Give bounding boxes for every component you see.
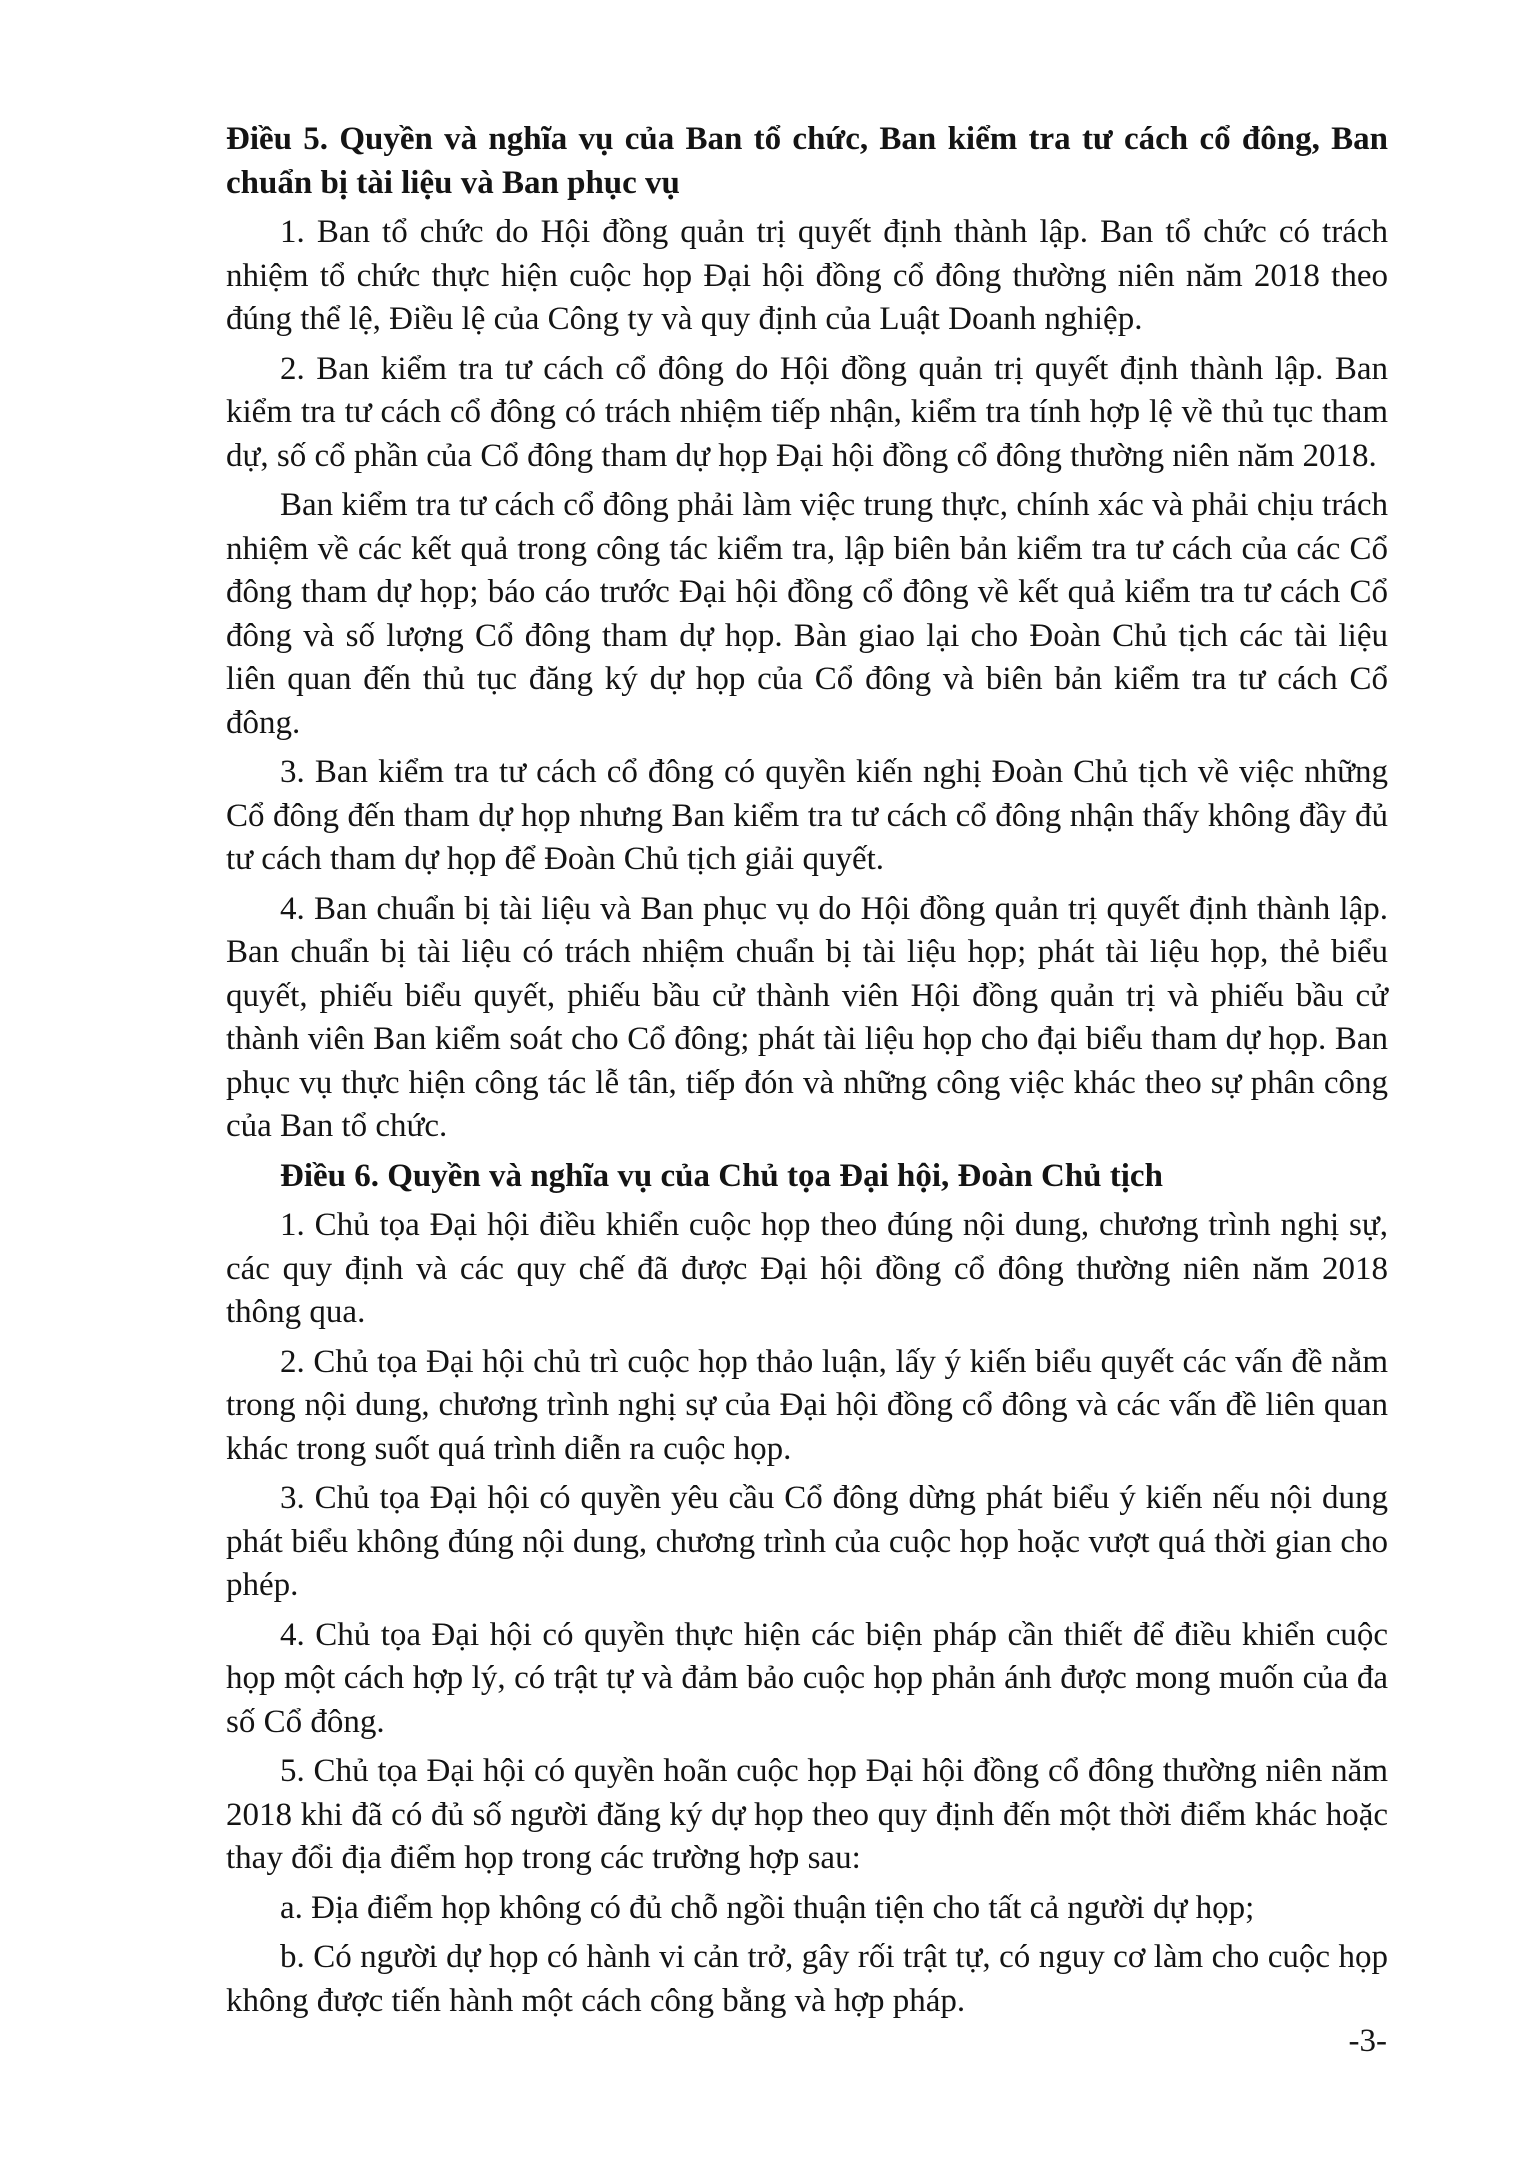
page-number: -3- bbox=[1348, 2023, 1387, 2059]
article-6-heading: Điều 6. Quyền và nghĩa vụ của Chủ tọa Đại hội, Đoàn Chủ tịch bbox=[280, 1157, 1163, 1194]
article-6-item-b: b. Có người dự họp có hành vi cản trở, gây rối trật tự, có nguy cơ làm cho cuộc họp không được tiến hành một cách công bằng và hợp pháp. bbox=[226, 1939, 1388, 2019]
article-5-paragraph-1: 1. Ban tổ chức do Hội đồng quản trị quyết định thành lập. Ban tổ chức có trách nhiệm tổ chức thực hiện cuộc họp Đại hội đồng cổ đông thường niên năm 2018 theo đúng thể lệ, Điều lệ của Công ty và quy định của Luật Doanh nghiệp. bbox=[226, 214, 1388, 337]
article-5-paragraph-3: Ban kiểm tra tư cách cổ đông phải làm việc trung thực, chính xác và phải chịu trách nhiệm về các kết quả trong công tác kiểm tra, lập biên bản kiểm tra tư cách của các Cổ đông tham dự họp; báo cáo trước Đại hội đồng cổ đông về kết quả kiểm tra tư cách Cổ đông và số lượng Cổ đông tham dự họp. Bàn giao lại cho Đoàn Chủ tịch các tài liệu liên quan đến thủ tục đăng ký dự họp của Cổ đông và biên bản kiểm tra tư cách Cổ đông. bbox=[226, 487, 1388, 741]
document-body bbox=[226, 118, 1388, 2029]
article-5-heading: Điều 5. Quyền và nghĩa vụ của Ban tổ chức, Ban kiểm tra tư cách cổ đông, Ban chuẩn bị tài liệu và Ban phục vụ bbox=[226, 121, 1388, 201]
article-5-paragraph-4: 3. Ban kiểm tra tư cách cổ đông có quyền kiến nghị Đoàn Chủ tịch về việc những Cổ đông đến tham dự họp nhưng Ban kiểm tra tư cách cổ đông nhận thấy không đầy đủ tư cách tham dự họp để Đoàn Chủ tịch giải quyết. bbox=[226, 754, 1388, 877]
article-6-paragraph-5: 5. Chủ tọa Đại hội có quyền hoãn cuộc họp Đại hội đồng cổ đông thường niên năm 2018 khi đã có đủ số người đăng ký dự họp theo quy định đến một thời điểm khác hoặc thay đổi địa điểm họp trong các trường hợp sau: bbox=[226, 1753, 1388, 1876]
article-6-item-a: a. Địa điểm họp không có đủ chỗ ngồi thuận tiện cho tất cả người dự họp; bbox=[280, 1889, 1255, 1926]
article-5-paragraph-2: 2. Ban kiểm tra tư cách cổ đông do Hội đồng quản trị quyết định thành lập. Ban kiểm tra tư cách cổ đông có trách nhiệm tiếp nhận, kiểm tra tính hợp lệ về thủ tục tham dự, số cổ phần của Cổ đông tham dự họp Đại hội đồng cổ đông thường niên năm 2018. bbox=[226, 350, 1388, 474]
article-5-paragraph-5: 4. Ban chuẩn bị tài liệu và Ban phục vụ do Hội đồng quản trị quyết định thành lập. Ban chuẩn bị tài liệu có trách nhiệm chuẩn bị tài liệu họp; phát tài liệu họp, thẻ biểu quyết, phiếu biểu quyết, phiếu bầu cử thành viên Hội đồng quản trị và phiếu bầu cử thành viên Ban kiểm soát cho Cổ đông; phát tài liệu họp cho đại biểu tham dự họp. Ban phục vụ thực hiện công tác lễ tân, tiếp đón và những công việc khác theo sự phân công của Ban tổ chức. bbox=[226, 890, 1388, 1144]
article-6-paragraph-3: 3. Chủ tọa Đại hội có quyền yêu cầu Cổ đông dừng phát biểu ý kiến nếu nội dung phát biểu không đúng nội dung, chương trình của cuộc họp hoặc vượt quá thời gian cho phép. bbox=[226, 1480, 1388, 1603]
article-6-paragraph-2: 2. Chủ tọa Đại hội chủ trì cuộc họp thảo luận, lấy ý kiến biểu quyết các vấn đề nằm trong nội dung, chương trình nghị sự của Đại hội đồng cổ đông và các vấn đề liên quan khác trong suốt quá trình diễn ra cuộc họp. bbox=[226, 1343, 1388, 1467]
article-6-paragraph-1: 1. Chủ tọa Đại hội điều khiển cuộc họp theo đúng nội dung, chương trình nghị sự, các quy định và các quy chế đã được Đại hội đồng cổ đông thường niên năm 2018 thông qua. bbox=[226, 1207, 1388, 1330]
article-6-paragraph-4: 4. Chủ tọa Đại hội có quyền thực hiện các biện pháp cần thiết để điều khiển cuộc họp một cách hợp lý, có trật tự và đảm bảo cuộc họp phản ánh được mong muốn của đa số Cổ đông. bbox=[226, 1616, 1388, 1740]
